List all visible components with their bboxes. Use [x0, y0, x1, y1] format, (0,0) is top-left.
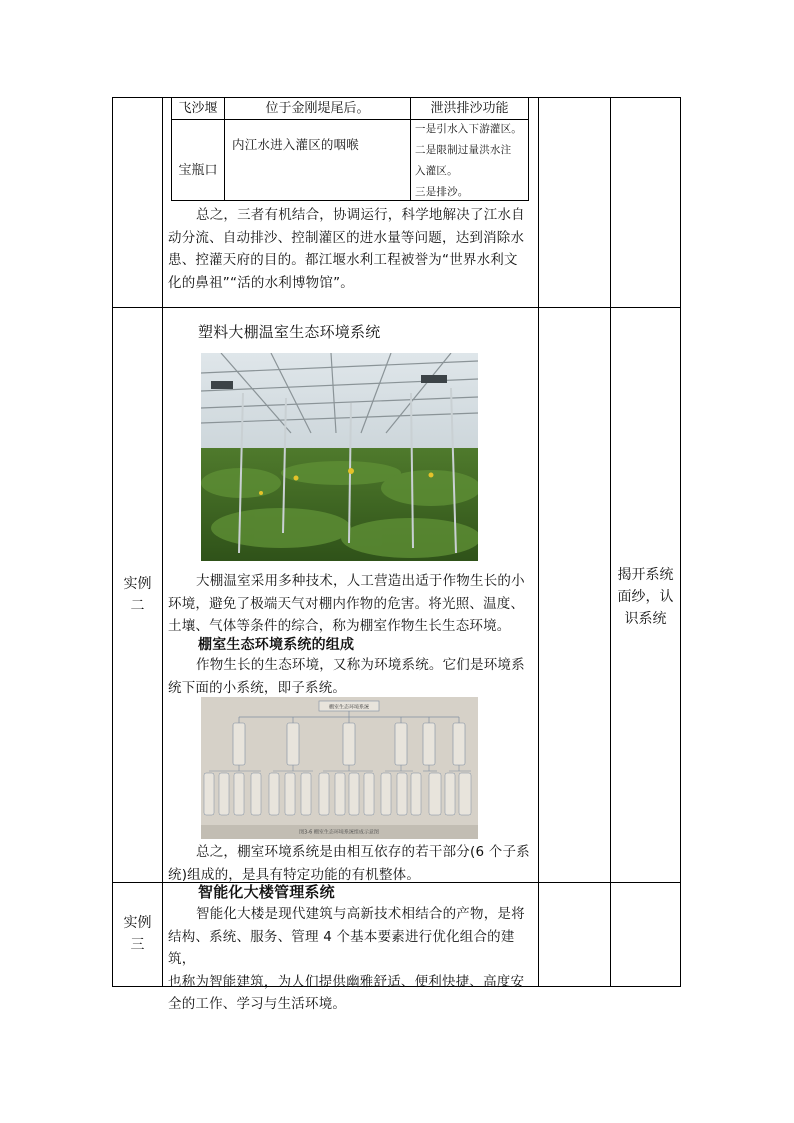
- paragraph-line: 也称为智能建筑，为人们提供幽雅舒适、便利快捷、高度安: [168, 973, 525, 990]
- paragraph-line: 总之，棚室环境系统是由相互依存的若干部分(6 个子系: [196, 844, 530, 860]
- inner-cell-location-1: 位于金刚堤尾后。: [265, 101, 370, 116]
- example2-title: 塑料大棚温室生态环境系统: [198, 323, 381, 341]
- example2-paragraph2: [168, 654, 536, 699]
- diagram-caption: 图3-6 棚室生态环境系统组成示意图: [299, 829, 379, 836]
- summary-line: 动分流、自动排沙、控制灌区的进水量等问题，达到消除水: [168, 229, 525, 246]
- paragraph-line: 作物生长的生态环境，又称为环境系统。它们是环境系: [196, 657, 525, 673]
- inner-cell-function-1: 泄洪排沙功能: [430, 101, 509, 116]
- inner-cell-name-2: 宝瓶口: [178, 163, 218, 178]
- paragraph-line: 环境，避免了极端天气对棚内作物的危害。将光照、温度、: [168, 595, 525, 612]
- example-label-line: 实例: [123, 915, 152, 931]
- goal-line: 面纱，认: [617, 589, 674, 605]
- example2-label: [113, 573, 162, 617]
- table-row-divider-1: [112, 307, 681, 308]
- greenhouse-photo: [201, 353, 478, 561]
- inner-table-right: [528, 97, 529, 201]
- paragraph-line: 统)组成的，是具有特定功能的有机整体。: [168, 866, 421, 883]
- inner-cell-function-2: [415, 119, 527, 203]
- table-border-col1: [162, 97, 163, 987]
- paragraph-line: 智能化大楼是现代建筑与高新技术相结合的产物，是将: [196, 906, 525, 922]
- example2-paragraph1: [168, 570, 536, 638]
- paragraph-line: 土壤、气体等条件的综合，称为棚室作物生长生态环境。: [168, 618, 511, 634]
- goal-line: 揭开系统: [617, 567, 674, 583]
- function-line: 二是限制过量洪水注: [415, 144, 512, 156]
- table-border-left: [112, 97, 113, 987]
- table-border-col2: [538, 97, 539, 987]
- summary-line: 化的鼻祖”“活的水利博物馆”。: [168, 274, 354, 291]
- table-border-col3: [610, 97, 611, 987]
- example2-subtitle: 棚室生态环境系统的组成: [198, 637, 355, 653]
- summary-line: 总之，三者有机结合，协调运行，科学地解决了江水自: [196, 207, 525, 223]
- table-border-right: [680, 97, 681, 987]
- paragraph-line: 大棚温室采用多种技术，人工营造出适于作物生长的小: [196, 573, 525, 589]
- diagram-top-label: 棚室生态环境系统: [328, 704, 370, 711]
- example3-label: [113, 912, 162, 956]
- paragraph-line: 结构、系统、服务、管理 4 个基本要素进行优化组合的建筑，: [168, 928, 515, 967]
- function-line: 一是引水入下游灌区。: [415, 123, 522, 135]
- example2-paragraph3: [168, 841, 536, 886]
- example3-paragraph: [168, 903, 536, 1016]
- function-line: 入灌区。: [415, 165, 458, 177]
- environment-system-diagram: [201, 697, 478, 839]
- goal-line: 识系统: [624, 611, 667, 627]
- paragraph-line: 全的工作、学习与生活环境。: [168, 996, 347, 1012]
- summary-line: 患、控灌天府的目的。都江堰水利工程被誉为“世界水利文: [168, 252, 518, 268]
- example3-title: 智能化大楼管理系统: [198, 883, 335, 901]
- example-label-line: 实例: [123, 576, 152, 592]
- function-line: 三是排沙。: [415, 186, 469, 198]
- row1-summary: [168, 204, 533, 294]
- inner-cell-name-1: 飞沙堰: [178, 101, 218, 116]
- inner-cell-location-2: 内江水进入灌区的咽喉: [232, 137, 360, 152]
- example-label-line: 三: [130, 937, 145, 953]
- example-label-line: 二: [130, 598, 145, 614]
- paragraph-line: 统下面的小系统，即子系统。: [168, 679, 347, 696]
- example2-goal: [611, 564, 680, 630]
